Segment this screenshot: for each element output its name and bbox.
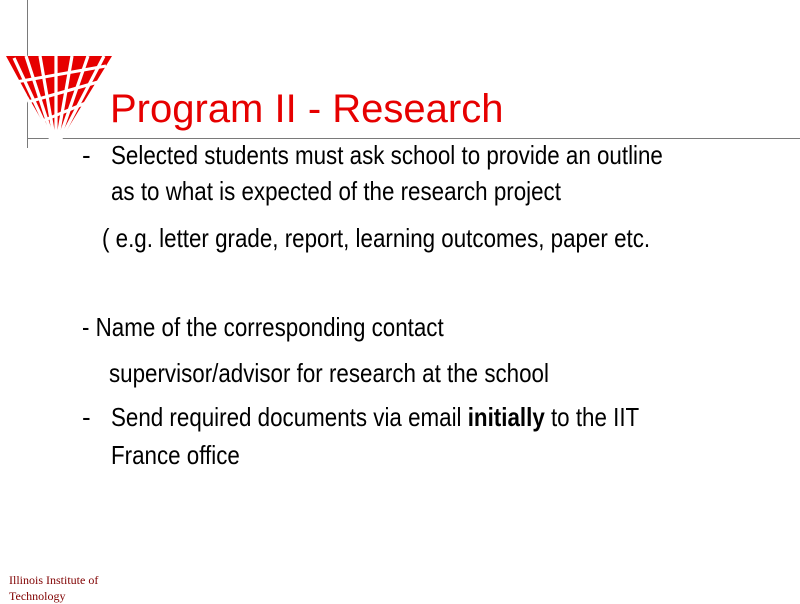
bullet-2-line-2: supervisor/advisor for research at the school xyxy=(109,358,549,388)
bullet-1-line-3: ( e.g. letter grade, report, learning outcomes, paper etc. xyxy=(102,223,651,253)
bullet-3-line-2: France office xyxy=(111,440,240,470)
bullet-3-line-1 xyxy=(111,399,639,435)
bullet-1-line-2: as to what is expected of the research project xyxy=(111,176,561,206)
iit-logo-icon xyxy=(6,52,116,148)
slide-title: Program II - Research xyxy=(110,87,504,131)
footer-institution: Illinois Institute of Technology xyxy=(9,573,99,603)
bullet-dash: - xyxy=(82,140,91,170)
bullet-1-line-1: Selected students must ask school to provide an outline xyxy=(111,140,663,170)
bullet-dash: - xyxy=(82,402,91,432)
bullet-3-text-end: to the IIT xyxy=(544,402,640,432)
bullet-3-bold-word: initially xyxy=(467,402,545,432)
bullet-2-line-1: - Name of the corresponding contact xyxy=(82,312,444,342)
bullet-3-text: Send required documents via email xyxy=(111,402,468,432)
